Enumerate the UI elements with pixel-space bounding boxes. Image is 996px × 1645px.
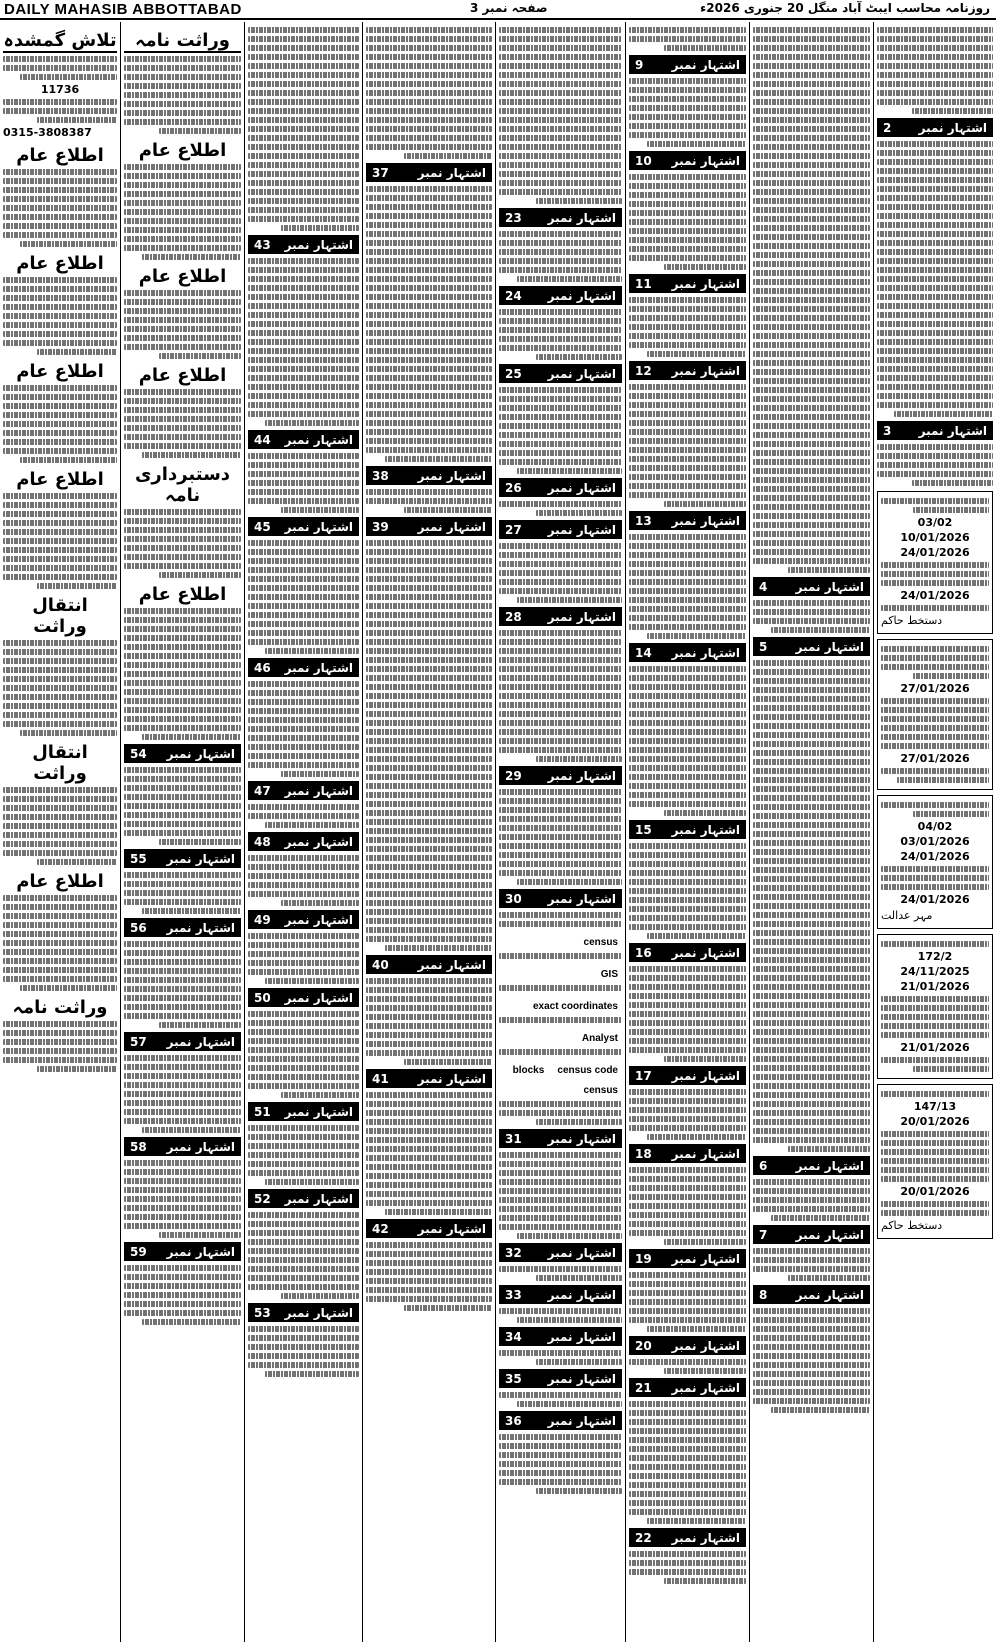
- court-1-date-2: 24/01/2026: [900, 546, 970, 559]
- notice-banner-29: اشتہار نمبر 29: [499, 766, 622, 785]
- notice-banner-57: اشتہار نمبر 57: [124, 1032, 241, 1051]
- notice-banner-42: اشتہار نمبر 42: [366, 1219, 492, 1238]
- notice-banner-45: اشتہار نمبر 45: [248, 517, 359, 536]
- newspaper-title: DAILY MAHASIB ABBOTTABAD: [4, 1, 242, 18]
- court-4-date-2: 21/01/2026: [900, 980, 970, 993]
- word-blocks: blocks: [512, 1065, 545, 1076]
- heading-ilan-4: اطلاع عام: [16, 469, 104, 490]
- notice-banner-26: اشتہار نمبر 26: [499, 478, 622, 497]
- court-notice-5: [877, 1084, 993, 1239]
- heading-ilan-2: اطلاع عام: [16, 253, 104, 274]
- word-census-2: census: [583, 1085, 618, 1096]
- notice-banner-55: اشتہار نمبر 55: [124, 849, 241, 868]
- court-3-date-1: 03/01/2026: [900, 835, 970, 848]
- court-4-date-3: 21/01/2026: [900, 1041, 970, 1054]
- notice-banner-43: اشتہار نمبر 43: [248, 235, 359, 254]
- notice-banner-50: اشتہار نمبر 50: [248, 988, 359, 1007]
- notice-banner-28: اشتہار نمبر 28: [499, 607, 622, 626]
- column-2: [749, 22, 873, 1642]
- court-1-date-3: 24/01/2026: [900, 589, 970, 602]
- heading-lost: تلاش گمشدہ: [3, 30, 117, 51]
- court-5-date-2: 20/01/2026: [900, 1185, 970, 1198]
- court-3-date-2: 24/01/2026: [900, 850, 970, 863]
- notice-banner-30: اشتہار نمبر 30: [499, 889, 622, 908]
- notice-banner-6: اشتہار نمبر 6: [753, 1156, 870, 1175]
- notice-banner-18: اشتہار نمبر 18: [629, 1144, 746, 1163]
- phone-number: 0315-3808387: [3, 126, 92, 139]
- notice-banner-13: اشتہار نمبر 13: [629, 511, 746, 530]
- notice-banner-4: اشتہار نمبر 4: [753, 577, 870, 596]
- notice-banner-46: اشتہار نمبر 46: [248, 658, 359, 677]
- notice-banner-38: اشتہار نمبر 38: [366, 466, 492, 485]
- heading-intiqal-1: انتقال وراثت: [32, 595, 88, 637]
- notice-banner-7: اشتہار نمبر 7: [753, 1225, 870, 1244]
- cnic-fragment: 11736: [40, 83, 80, 96]
- notice-banner-8: اشتہار نمبر 8: [753, 1285, 870, 1304]
- columns: [0, 22, 996, 1642]
- court-1-date-1: 10/01/2026: [900, 531, 970, 544]
- column-5: [362, 22, 495, 1642]
- notice-banner-5: اشتہار نمبر 5: [753, 637, 870, 656]
- heading-warasat-7: وراثت نامہ: [124, 30, 241, 53]
- notice-banner-39: اشتہار نمبر 39: [366, 517, 492, 536]
- notice-banner-9: اشتہار نمبر 9: [629, 55, 746, 74]
- notice-banner-14: اشتہار نمبر 14: [629, 643, 746, 662]
- heading-ilan-5: اطلاع عام: [16, 871, 104, 892]
- notice-banner-54: اشتہار نمبر 54: [124, 744, 241, 763]
- notice-banner-53: اشتہار نمبر 53: [248, 1303, 359, 1322]
- word-gis: GIS: [600, 969, 618, 980]
- notice-banner-21: اشتہار نمبر 21: [629, 1378, 746, 1397]
- heading-dastbardari: دستبرداری نامہ: [134, 464, 231, 506]
- court-5-signature: دستخط حاکم: [881, 1219, 943, 1232]
- heading-ilan-3: اطلاع عام: [16, 361, 104, 382]
- column-1: [873, 22, 996, 1642]
- notice-banner-23: اشتہار نمبر 23: [499, 208, 622, 227]
- notice-banner-52: اشتہار نمبر 52: [248, 1189, 359, 1208]
- heading-ilan-1: اطلاع عام: [16, 145, 104, 166]
- court-5-case: 147/13: [913, 1100, 957, 1113]
- notice-banner-10: اشتہار نمبر 10: [629, 151, 746, 170]
- court-2-date-2: 27/01/2026: [900, 752, 970, 765]
- notice-banner-34: اشتہار نمبر 34: [499, 1327, 622, 1346]
- notice-banner-19: اشتہار نمبر 19: [629, 1249, 746, 1268]
- notice-banner-24: اشتہار نمبر 24: [499, 286, 622, 305]
- court-4-date-1: 24/11/2025: [900, 965, 970, 978]
- notice-banner-58: اشتہار نمبر 58: [124, 1137, 241, 1156]
- notice-banner-12: اشتہار نمبر 12: [629, 361, 746, 380]
- masthead: [0, 0, 996, 20]
- notice-banner-22: اشتہار نمبر 22: [629, 1528, 746, 1547]
- heading-ilan-7-1: اطلاع عام: [138, 140, 227, 161]
- column-6: [244, 22, 362, 1642]
- court-4-case: 172/2: [917, 950, 953, 963]
- notice-banner-3: اشتہار نمبر 3: [877, 421, 993, 440]
- notice-banner-56: اشتہار نمبر 56: [124, 918, 241, 937]
- column-3: [625, 22, 749, 1642]
- heading-intiqal-2: انتقال وراثت: [32, 742, 88, 784]
- notice-banner-40: اشتہار نمبر 40: [366, 955, 492, 974]
- word-census: census: [583, 937, 618, 948]
- notice-banner-36: اشتہار نمبر 36: [499, 1411, 622, 1430]
- heading-ilan-7-3: اطلاع عام: [138, 365, 227, 386]
- notice-banner-2: اشتہار نمبر 2: [877, 118, 993, 137]
- column-8: [0, 22, 120, 1642]
- column-4: [495, 22, 625, 1642]
- notice-banner-35: اشتہار نمبر 35: [499, 1369, 622, 1388]
- notice-banner-11: اشتہار نمبر 11: [629, 274, 746, 293]
- word-census-code: census code: [557, 1065, 618, 1076]
- court-5-date-1: 20/01/2026: [900, 1115, 970, 1128]
- notice-banner-51: اشتہار نمبر 51: [248, 1102, 359, 1121]
- court-notice-4: [877, 934, 993, 1079]
- notice-banner-41: اشتہار نمبر 41: [366, 1069, 492, 1088]
- notice-banner-27: اشتہار نمبر 27: [499, 520, 622, 539]
- notice-banner-33: اشتہار نمبر 33: [499, 1285, 622, 1304]
- notice-banner-49: اشتہار نمبر 49: [248, 910, 359, 929]
- notice-banner-44: اشتہار نمبر 44: [248, 430, 359, 449]
- notice-banner-31: اشتہار نمبر 31: [499, 1129, 622, 1148]
- column-7: [120, 22, 244, 1642]
- notice-banner-25: اشتہار نمبر 25: [499, 364, 622, 383]
- word-analyst: Analyst: [581, 1033, 618, 1044]
- court-3-seal: مہر عدالت: [881, 909, 933, 922]
- notice-banner-32: اشتہار نمبر 32: [499, 1243, 622, 1262]
- court-3-date-3: 24/01/2026: [900, 893, 970, 906]
- court-notice-2: [877, 639, 993, 790]
- heading-warasat: وراثت نامہ: [12, 997, 108, 1018]
- notice-banner-20: اشتہار نمبر 20: [629, 1336, 746, 1355]
- page-label: صفحہ نمبر 3: [470, 1, 548, 15]
- notice-banner-15: اشتہار نمبر 15: [629, 820, 746, 839]
- court-1-case: 03/02: [917, 516, 953, 529]
- notice-banner-37: اشتہار نمبر 37: [366, 163, 492, 182]
- date-line: روزنامہ محاسب ایبٹ آباد منگل 20 جنوری 2026ء: [700, 1, 990, 15]
- court-notice-1: [877, 491, 993, 634]
- heading-ilan-7-4: اطلاع عام: [138, 584, 227, 605]
- notice-banner-17: اشتہار نمبر 17: [629, 1066, 746, 1085]
- notice-banner-48: اشتہار نمبر 48: [248, 832, 359, 851]
- notice-banner-59: اشتہار نمبر 59: [124, 1242, 241, 1261]
- heading-ilan-7-2: اطلاع عام: [138, 266, 227, 287]
- court-1-signature: دستخط حاکم: [881, 614, 943, 627]
- court-notice-3: [877, 795, 993, 929]
- word-exact-coordinates: exact coordinates: [532, 1001, 618, 1012]
- court-3-case: 04/02: [917, 820, 953, 833]
- notice-banner-47: اشتہار نمبر 47: [248, 781, 359, 800]
- court-2-date-1: 27/01/2026: [900, 682, 970, 695]
- notice-banner-16: اشتہار نمبر 16: [629, 943, 746, 962]
